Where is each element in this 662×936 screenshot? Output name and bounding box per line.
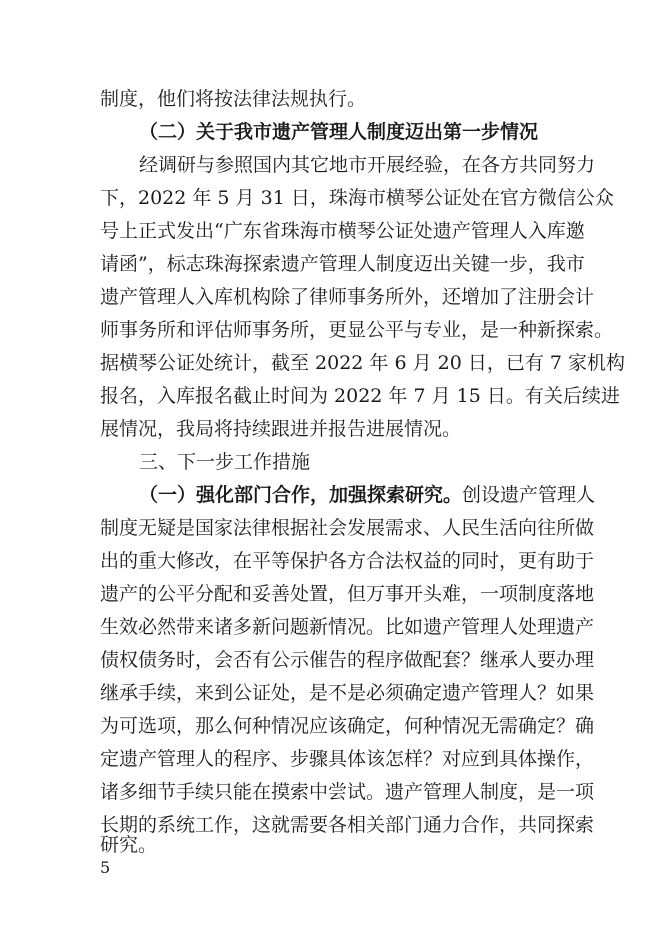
paragraph-line: 号上正式发出“广东省珠海市横琴公证处遗产管理人入库邀 bbox=[100, 220, 585, 242]
paragraph-line: 长期的系统工作，这就需要各相关部门通力合作，共同探索 bbox=[100, 814, 595, 836]
paragraph-line: 债权债务时，会否有公示催告的程序做配套？继承人要办理 bbox=[100, 649, 595, 671]
section-heading-2: （二）关于我市遗产管理人制度迈出第一步情况 bbox=[139, 121, 539, 143]
section-heading-3: 三、下一步工作措施 bbox=[139, 451, 311, 473]
page-number: 5 bbox=[100, 858, 111, 877]
paragraph-line: 制度，他们将按法律法规执行。 bbox=[100, 88, 367, 110]
paragraph-line: 定遗产管理人的程序、步骤具体该怎样？对应到具体操作， bbox=[100, 748, 595, 770]
paragraph-line: 生效必然带来诸多新问题新情况。比如遗产管理人处理遗产 bbox=[100, 616, 595, 638]
paragraph-line: 请函”，标志珠海探索遗产管理人制度迈出关键一步，我市 bbox=[100, 253, 585, 275]
paragraph-line: 遗产管理人入库机构除了律师事务所外，还增加了注册会计 bbox=[100, 286, 595, 308]
paragraph-line: 研究。 bbox=[100, 834, 158, 856]
subheading-strengthen-cooperation: （一）强化部门合作，加强探索研究。 bbox=[139, 484, 463, 506]
paragraph-line: 制度无疑是国家法律根据社会发展需求、人民生活向往所做 bbox=[100, 517, 595, 539]
paragraph-line: 为可选项，那么何种情况应该确定，何种情况无需确定？确 bbox=[100, 715, 595, 737]
paragraph-line: 经调研与参照国内其它地市开展经验，在各方共同努力 bbox=[139, 154, 596, 176]
paragraph-line: 遗产的公平分配和妥善处置，但万事开头难，一项制度落地 bbox=[100, 583, 595, 605]
paragraph-text: 创设遗产管理人 bbox=[462, 484, 596, 506]
paragraph-line: 师事务所和评估师事务所，更显公平与专业，是一种新探索。 bbox=[100, 319, 614, 341]
paragraph-line bbox=[139, 482, 596, 508]
paragraph-line: 继承手续，来到公证处，是不是必须确定遗产管理人？如果 bbox=[100, 682, 595, 704]
paragraph-line: 下，2022 年 5 月 31 日，珠海市横琴公证处在官方微信公众 bbox=[100, 187, 614, 209]
paragraph-line: 报名，入库报名截止时间为 2022 年 7 月 15 日。有关后续进 bbox=[100, 385, 620, 407]
paragraph-line: 诸多细节手续只能在摸索中尝试。遗产管理人制度，是一项 bbox=[100, 781, 595, 803]
paragraph-line: 据横琴公证处统计，截至 2022 年 6 月 20 日，已有 7 家机构 bbox=[100, 352, 626, 374]
paragraph-line: 展情况，我局将持续跟进并报告进展情况。 bbox=[100, 418, 462, 440]
paragraph-line: 出的重大修改，在平等保护各方合法权益的同时，更有助于 bbox=[100, 550, 595, 572]
